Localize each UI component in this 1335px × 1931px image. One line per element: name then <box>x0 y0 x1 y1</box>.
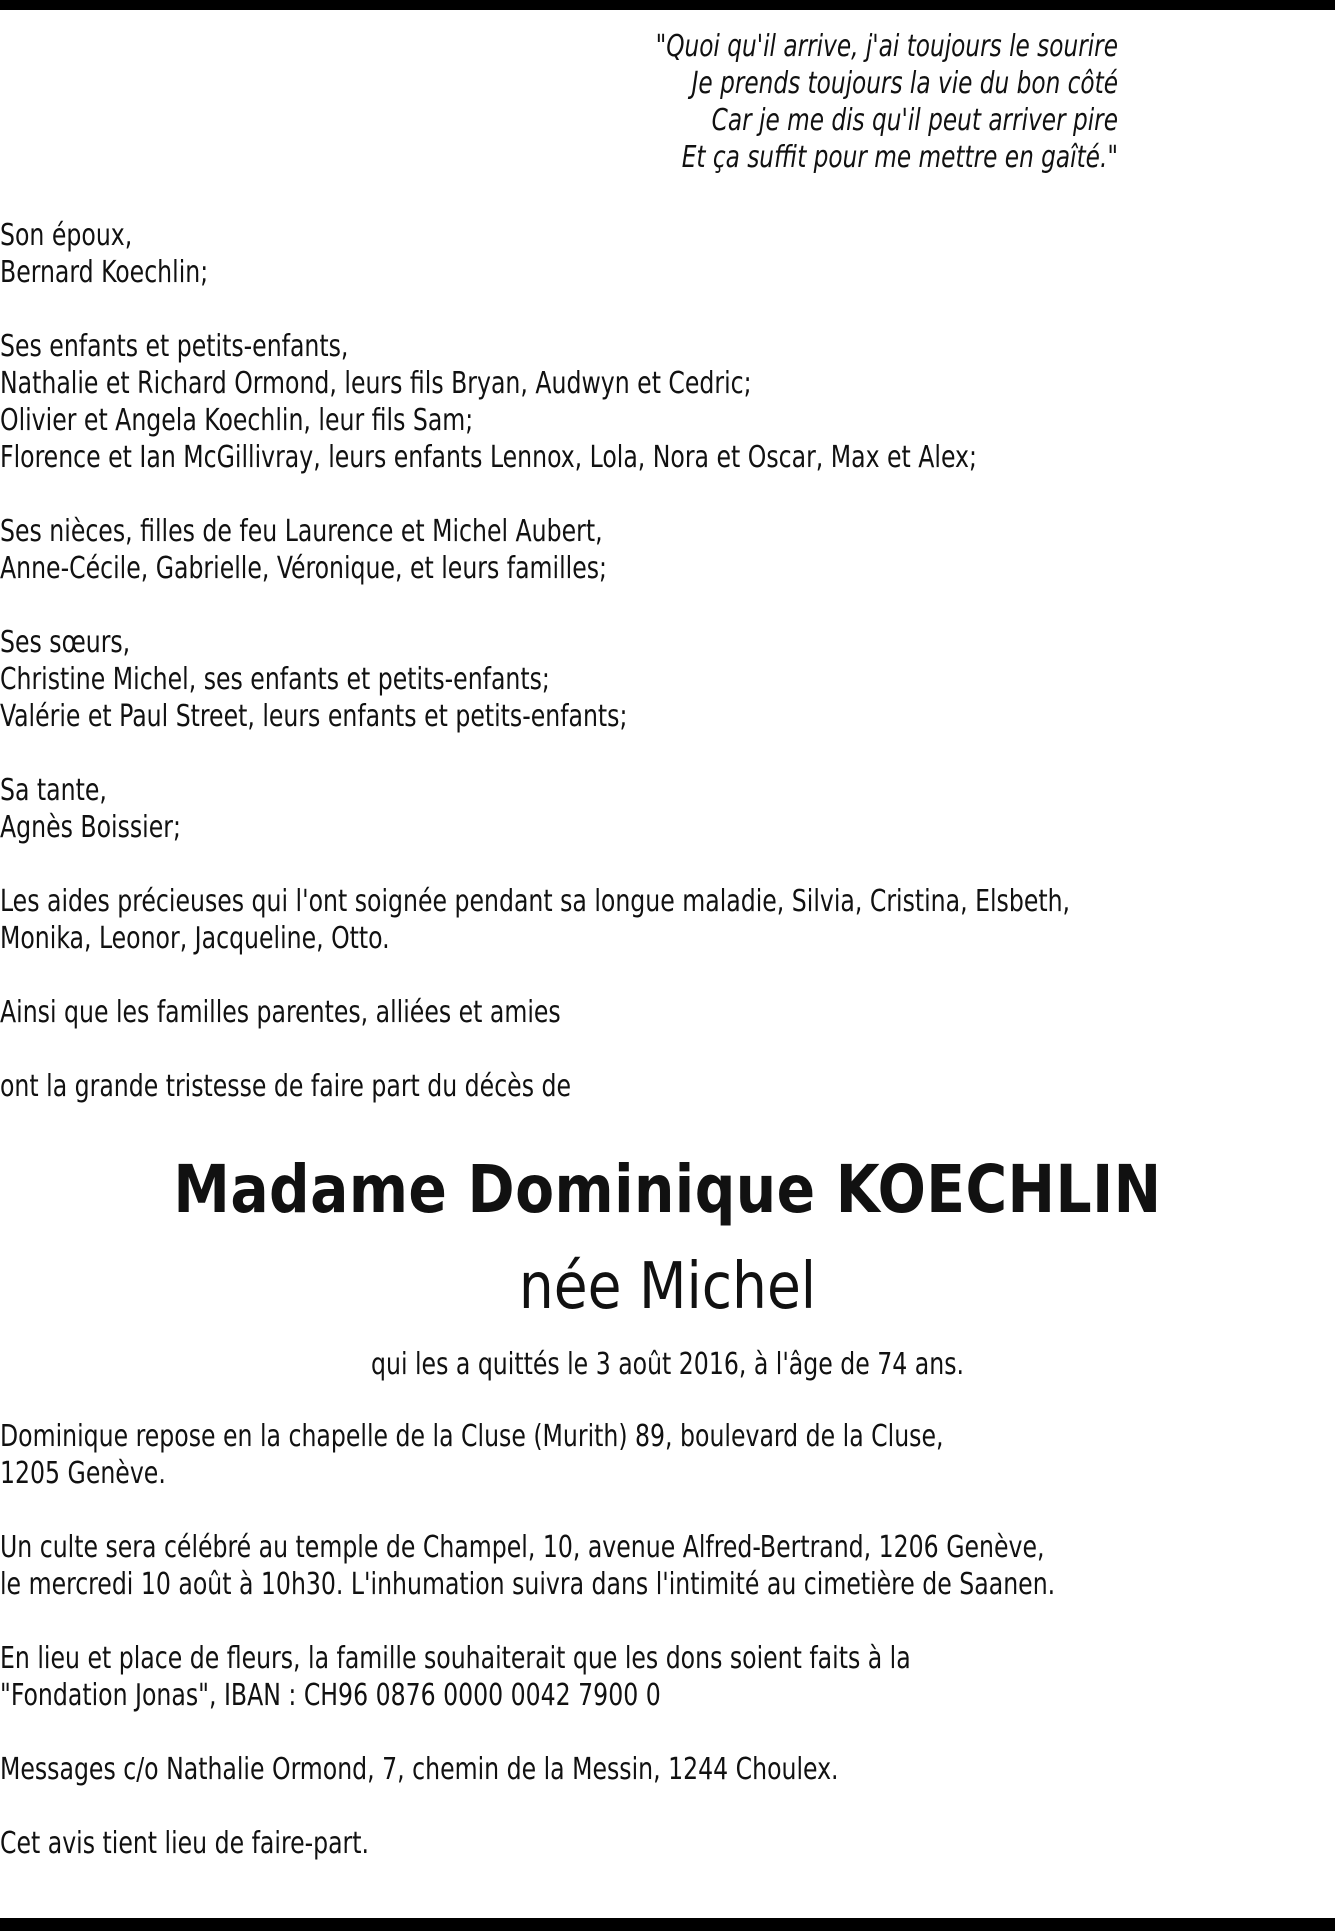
deceased-maiden-name: née Michel <box>518 1250 817 1324</box>
closing-line: Cet avis tient lieu de faire-part. <box>0 1826 369 1861</box>
repose-line: Dominique repose en la chapelle de la Cluse (Murith) 89, boulevard de la Cluse, <box>0 1419 944 1454</box>
caregivers-line: Monika, Leonor, Jacqueline, Otto. <box>0 921 390 956</box>
deceased-name: Madame Dominique KOECHLIN <box>173 1151 1162 1228</box>
quote-line: Car je me dis qu'il peut arriver pire <box>711 103 1118 138</box>
sister-family: Valérie et Paul Street, leurs enfants et petits-enfants; <box>0 699 628 734</box>
donations-line: "Fondation Jonas", IBAN : CH96 0876 0000 0042 7900 0 <box>0 1678 661 1713</box>
messages-line: Messages c/o Nathalie Ormond, 7, chemin de la Messin, 1244 Choulex. <box>0 1752 839 1787</box>
repose-line: 1205 Genève. <box>0 1456 166 1491</box>
epigraph-quote <box>86 28 1118 176</box>
relatives-line: Ainsi que les familles parentes, alliées et amies <box>0 995 561 1030</box>
donations-line: En lieu et place de fleurs, la famille souhaiterait que les dons soient faits à la <box>0 1641 911 1676</box>
sisters-heading: Ses sœurs, <box>0 625 131 660</box>
child-family: Olivier et Angela Koechlin, leur fils Sam; <box>0 403 474 438</box>
family-list <box>0 217 1335 1105</box>
child-family: Nathalie et Richard Ormond, leurs fils Bryan, Audwyn et Cedric; <box>0 366 752 401</box>
nieces-heading: Ses nièces, filles de feu Laurence et Michel Aubert, <box>0 514 603 549</box>
spouse-name: Bernard Koechlin; <box>0 255 209 290</box>
children-heading: Ses enfants et petits-enfants, <box>0 329 349 364</box>
service-line: Un culte sera célébré au temple de Champel, 10, avenue Alfred-Bertrand, 1206 Genève, <box>0 1530 1045 1565</box>
bottom-border <box>0 1918 1335 1931</box>
aunt-name: Agnès Boissier; <box>0 810 181 845</box>
spouse-heading: Son époux, <box>0 218 133 253</box>
quote-line: Je prends toujours la vie du bon côté <box>691 66 1118 101</box>
service-line: le mercredi 10 août à 10h30. L'inhumation suivra dans l'intimité au cimetière de Saanen. <box>0 1567 1056 1602</box>
sister-family: Christine Michel, ses enfants et petits-enfants; <box>0 662 550 697</box>
announcement-line: ont la grande tristesse de faire part du décès de <box>0 1069 571 1104</box>
quote-line: Et ça suffit pour me mettre en gaîté." <box>681 140 1118 175</box>
departure-date: qui les a quittés le 3 août 2016, à l'âge de 74 ans. <box>371 1347 964 1382</box>
caregivers-line: Les aides précieuses qui l'ont soignée pendant sa longue maladie, Silvia, Cristina, Elsbeth, <box>0 884 1071 919</box>
child-family: Florence et Ian McGillivray, leurs enfants Lennox, Lola, Nora et Oscar, Max et Alex; <box>0 440 977 475</box>
aunt-heading: Sa tante, <box>0 773 107 808</box>
quote-line: "Quoi qu'il arrive, j'ai toujours le sourire <box>655 29 1118 64</box>
nieces-names: Anne-Cécile, Gabrielle, Véronique, et leurs familles; <box>0 551 607 586</box>
